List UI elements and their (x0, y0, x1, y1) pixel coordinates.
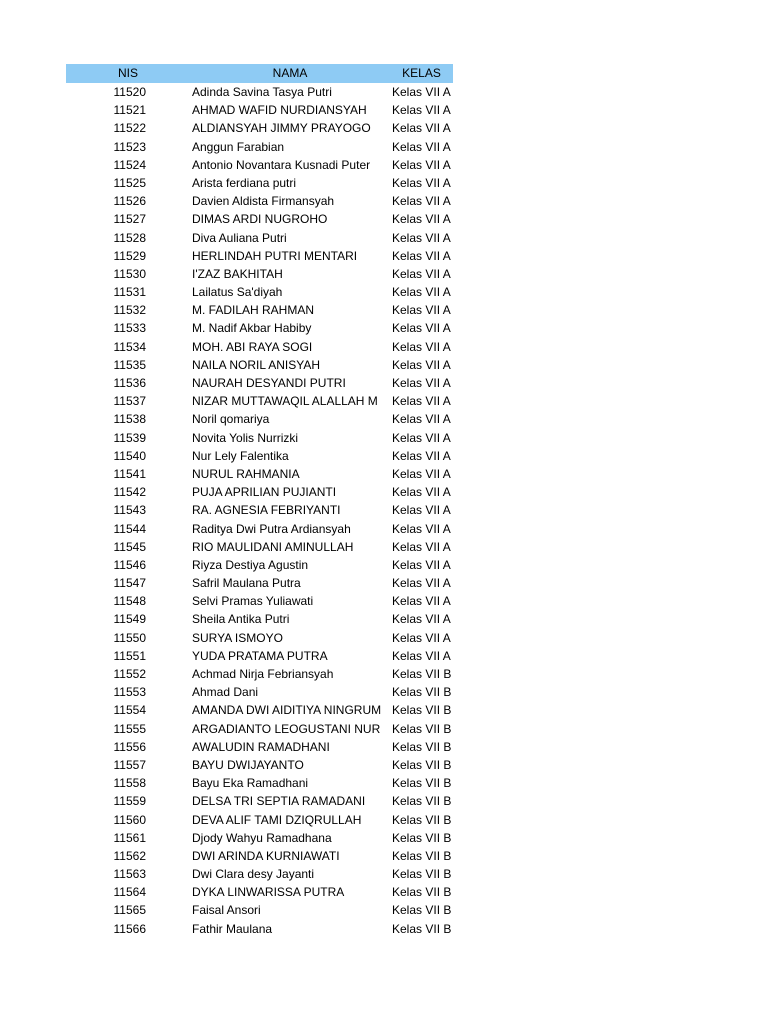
cell-kelas: Kelas VII A (392, 430, 451, 445)
cell-nis: 11535 (113, 357, 146, 372)
cell-nama: Selvi Pramas Yuliawati (192, 594, 314, 609)
table-row (66, 774, 453, 792)
cell-nis: 11543 (113, 503, 146, 518)
cell-kelas: Kelas VII A (392, 612, 451, 627)
cell-nis: 11553 (113, 685, 146, 700)
cell-nama: Djody Wahyu Ramadhana (192, 830, 332, 845)
cell-kelas: Kelas VII B (392, 903, 452, 918)
cell-nis: 11540 (113, 448, 146, 463)
table-row (66, 410, 453, 428)
cell-nis: 11525 (113, 175, 146, 190)
cell-kelas: Kelas VII A (392, 412, 451, 427)
table-row (66, 592, 453, 610)
cell-nis: 11548 (113, 594, 146, 609)
header-nama: NAMA (272, 66, 308, 80)
cell-nis: 11565 (113, 903, 146, 918)
table-row (66, 720, 453, 738)
table-row (66, 610, 453, 628)
cell-kelas: Kelas VII A (392, 339, 451, 354)
cell-nama: AMANDA DWI AIDITIYA NINGRUM (192, 703, 382, 718)
cell-kelas: Kelas VII A (392, 594, 451, 609)
cell-nama: ALDIANSYAH JIMMY PRAYOGO (192, 121, 371, 136)
cell-nis: 11544 (113, 521, 146, 536)
cell-kelas: Kelas VII A (392, 521, 451, 536)
cell-nama: NAURAH DESYANDI PUTRI (192, 376, 346, 390)
table-row (66, 265, 453, 283)
cell-nama: DWI ARINDA KURNIAWATI (192, 848, 340, 863)
table-row (66, 247, 453, 265)
table-row (66, 683, 453, 701)
cell-nama: Lailatus Sa'diyah (192, 285, 283, 300)
student-table (66, 64, 453, 938)
cell-kelas: Kelas VII A (392, 357, 451, 372)
cell-kelas: Kelas VII A (392, 85, 451, 99)
cell-nis: 11562 (113, 848, 146, 863)
table-row (66, 756, 453, 774)
cell-nama: RIO MAULIDANI AMINULLAH (192, 539, 354, 554)
table-row (66, 374, 453, 392)
cell-kelas: Kelas VII A (392, 157, 451, 172)
cell-nis: 11539 (113, 430, 146, 445)
cell-kelas: Kelas VII A (392, 175, 451, 190)
cell-kelas: Kelas VII B (392, 830, 452, 845)
table-body (66, 83, 453, 938)
cell-nis: 11557 (113, 757, 146, 772)
cell-nama: AHMAD WAFID NURDIANSYAH (192, 103, 367, 118)
cell-kelas: Kelas VII A (392, 557, 451, 572)
cell-nis: 11560 (113, 812, 146, 827)
cell-nis: 11556 (113, 739, 146, 754)
cell-nama: Anggun Farabian (192, 139, 285, 154)
cell-nis: 11563 (113, 867, 146, 882)
table-row (66, 465, 453, 483)
table-row (66, 883, 453, 901)
table-row (66, 229, 453, 247)
table-row (66, 647, 453, 665)
cell-nis: 11546 (113, 557, 146, 572)
cell-nis: 11564 (113, 885, 146, 900)
cell-kelas: Kelas VII A (392, 303, 451, 318)
cell-nis: 11531 (113, 285, 146, 300)
cell-kelas: Kelas VII B (392, 867, 452, 882)
cell-nama: Davien Aldista Firmansyah (192, 194, 335, 209)
cell-nama: BAYU DWIJAYANTO (192, 757, 304, 772)
table-row (66, 738, 453, 756)
cell-nis: 11552 (113, 667, 146, 681)
cell-kelas: Kelas VII B (392, 794, 452, 809)
cell-kelas: Kelas VII A (392, 648, 451, 663)
cell-kelas: Kelas VII A (392, 121, 451, 136)
cell-kelas: Kelas VII B (392, 921, 452, 936)
cell-nis: 11521 (113, 103, 146, 118)
cell-nama: Ahmad Dani (192, 685, 259, 700)
cell-nis: 11534 (113, 339, 146, 354)
cell-nama: DIMAS ARDI NUGROHO (192, 212, 328, 227)
cell-nis: 11554 (113, 703, 146, 718)
table-row (66, 283, 453, 301)
table-row (66, 429, 453, 447)
cell-nama: NIZAR MUTTAWAQIL ALALLAH M (192, 394, 378, 409)
table-row (66, 483, 453, 501)
table-row (66, 629, 453, 647)
cell-kelas: Kelas VII A (392, 266, 451, 281)
cell-nis: 11558 (113, 776, 146, 791)
cell-kelas: Kelas VII A (392, 194, 451, 209)
cell-kelas: Kelas VII B (392, 848, 452, 863)
cell-nis: 11520 (113, 85, 146, 99)
cell-nama: YUDA PRATAMA PUTRA (192, 648, 328, 663)
cell-nama: PUJA APRILIAN PUJIANTI (192, 485, 337, 500)
cell-nama: DEVA ALIF TAMI DZIQRULLAH (192, 812, 362, 827)
table-row (66, 356, 453, 374)
cell-nama: NURUL RAHMANIA (192, 466, 300, 481)
table-row (66, 829, 453, 847)
cell-nama: Arista ferdiana putri (192, 175, 297, 190)
cell-kelas: Kelas VII B (392, 776, 452, 791)
cell-nama: Faisal Ansori (192, 903, 261, 918)
table-row (66, 574, 453, 592)
cell-nis: 11545 (113, 539, 146, 554)
cell-nis: 11522 (113, 121, 146, 136)
cell-nama: Riyza Destiya Agustin (192, 557, 309, 572)
cell-kelas: Kelas VII A (392, 139, 451, 154)
cell-nama: Diva Auliana Putri (192, 230, 287, 245)
cell-nis: 11528 (113, 230, 146, 245)
cell-nama: Safril Maulana Putra (192, 576, 301, 591)
cell-kelas: Kelas VII B (392, 812, 452, 827)
cell-nis: 11536 (113, 376, 146, 390)
cell-kelas: Kelas VII A (392, 394, 451, 409)
table-row (66, 901, 453, 919)
cell-nama: Noril qomariya (192, 412, 270, 427)
cell-kelas: Kelas VII B (392, 739, 452, 754)
table-row (66, 392, 453, 410)
table-row (66, 701, 453, 719)
table-row (66, 811, 453, 829)
cell-nis: 11549 (113, 612, 146, 627)
cell-nis: 11524 (113, 157, 146, 172)
table-row (66, 119, 453, 137)
table-row (66, 138, 453, 156)
table-row (66, 101, 453, 119)
cell-nama: HERLINDAH PUTRI MENTARI (192, 248, 358, 263)
cell-kelas: Kelas VII A (392, 485, 451, 500)
cell-nama: Raditya Dwi Putra Ardiansyah (192, 521, 351, 536)
table-row (66, 338, 453, 356)
cell-kelas: Kelas VII A (392, 630, 451, 645)
table-row (66, 83, 453, 101)
cell-nis: 11529 (113, 248, 146, 263)
table-row (66, 156, 453, 174)
cell-nama: RA. AGNESIA FEBRIYANTI (192, 503, 341, 518)
cell-nama: DYKA LINWARISSA PUTRA (192, 885, 345, 900)
cell-nama: Achmad Nirja Febriansyah (192, 667, 334, 681)
table-row (66, 847, 453, 865)
table-header (66, 64, 453, 83)
cell-nama: Adinda Savina Tasya Putri (192, 85, 332, 99)
cell-kelas: Kelas VII B (392, 685, 452, 700)
cell-nama: M. FADILAH RAHMAN (192, 303, 315, 318)
cell-nis: 11551 (113, 648, 146, 663)
cell-nama: Bayu Eka Ramadhani (192, 776, 309, 791)
cell-kelas: Kelas VII A (392, 103, 451, 118)
table-row (66, 520, 453, 538)
cell-nis: 11533 (113, 321, 146, 336)
table-row (66, 792, 453, 810)
cell-nama: Fathir Maulana (192, 921, 273, 936)
cell-kelas: Kelas VII A (392, 466, 451, 481)
cell-nis: 11541 (113, 466, 146, 481)
table-row (66, 865, 453, 883)
cell-kelas: Kelas VII A (392, 321, 451, 336)
table-row (66, 556, 453, 574)
table-row (66, 920, 453, 938)
table-row (66, 501, 453, 519)
table-row (66, 665, 453, 683)
cell-kelas: Kelas VII A (392, 376, 451, 390)
table-row (66, 210, 453, 228)
cell-kelas: Kelas VII A (392, 248, 451, 263)
header-nis: NIS (117, 66, 138, 80)
cell-kelas: Kelas VII B (392, 667, 452, 681)
table-row (66, 319, 453, 337)
table-row (66, 192, 453, 210)
cell-nis: 11555 (113, 721, 146, 736)
cell-nama: MOH. ABI RAYA SOGI (192, 339, 313, 354)
table-row (66, 447, 453, 465)
cell-nis: 11537 (113, 394, 146, 409)
cell-kelas: Kelas VII B (392, 885, 452, 900)
cell-nis: 11530 (113, 266, 146, 281)
cell-nama: M. Nadif Akbar Habiby (192, 321, 312, 336)
cell-nama: AWALUDIN RAMADHANI (192, 739, 330, 754)
cell-nama: SURYA ISMOYO (192, 630, 283, 645)
cell-nis: 11559 (113, 794, 146, 809)
cell-nis: 11547 (113, 576, 146, 591)
cell-nama: NAILA NORIL ANISYAH (192, 357, 321, 372)
table-row (66, 301, 453, 319)
cell-nis: 11550 (113, 630, 146, 645)
cell-nama: Antonio Novantara Kusnadi Puter (192, 157, 371, 172)
cell-kelas: Kelas VII B (392, 757, 452, 772)
cell-nis: 11532 (113, 303, 146, 318)
cell-nama: DELSA TRI SEPTIA RAMADANI (192, 794, 366, 809)
cell-kelas: Kelas VII A (392, 285, 451, 300)
cell-kelas: Kelas VII A (392, 576, 451, 591)
cell-nis: 11538 (113, 412, 146, 427)
cell-nama: Sheila Antika Putri (192, 612, 290, 627)
cell-nis: 11542 (113, 485, 146, 500)
header-kelas: KELAS (402, 66, 441, 80)
cell-nama: I'ZAZ BAKHITAH (192, 266, 283, 281)
cell-nis: 11527 (113, 212, 146, 227)
cell-nama: Nur Lely Falentika (192, 448, 289, 463)
table-row (66, 538, 453, 556)
cell-nama: ARGADIANTO LEOGUSTANI NUR (192, 721, 381, 736)
cell-nis: 11561 (113, 830, 146, 845)
cell-nis: 11523 (113, 139, 146, 154)
cell-nama: Novita Yolis Nurrizki (192, 430, 299, 445)
cell-kelas: Kelas VII A (392, 503, 451, 518)
table-row (66, 174, 453, 192)
cell-nis: 11526 (113, 194, 146, 209)
cell-kelas: Kelas VII B (392, 703, 452, 718)
cell-kelas: Kelas VII A (392, 539, 451, 554)
cell-kelas: Kelas VII A (392, 448, 451, 463)
cell-kelas: Kelas VII A (392, 230, 451, 245)
cell-kelas: Kelas VII B (392, 721, 452, 736)
cell-nis: 11566 (113, 921, 146, 936)
cell-kelas: Kelas VII A (392, 212, 451, 227)
cell-nama: Dwi Clara desy Jayanti (192, 867, 315, 882)
